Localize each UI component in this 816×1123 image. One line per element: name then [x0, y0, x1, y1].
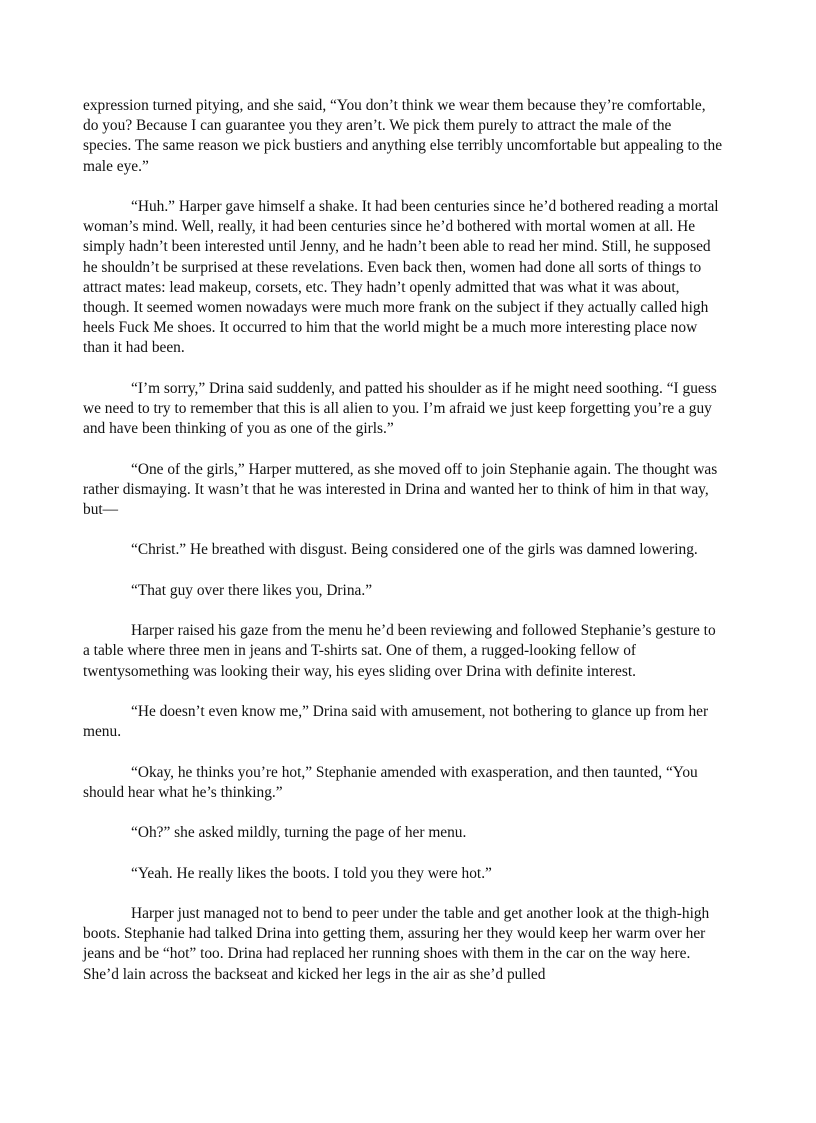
paragraph-5: “Christ.” He breathed with disgust. Being considered one of the girls was damned lowering.: [131, 541, 698, 559]
paragraph-9: “Okay, he thinks you’re hot,” Stephanie amended with exasperation, and then taunted, “You should hear what he’s thinking.”: [83, 763, 698, 801]
paragraph-7: Harper raised his gaze from the menu he’d been reviewing and followed Stephanie’s gesture to a table where three men in jeans and T-shirts sat. One of them, a rugged-looking fellow of twentysomething was looking their way, his eyes sliding over Drina with definite interest.: [83, 622, 716, 680]
paragraph-8: “He doesn’t even know me,” Drina said with amusement, not bothering to glance up from her menu.: [83, 702, 709, 741]
paragraph-4: “One of the girls,” Harper muttered, as she moved off to join Stephanie again. The thought was rather dismaying. It wasn’t that he was interested in Drina and wanted her to think of him in that way, but—: [83, 460, 718, 519]
paragraph-12: Harper just managed not to bend to peer under the table and get another look at the thigh-high boots. Stephanie had talked Drina into getting them, assuring her they would keep her warm over her jeans and be “hot” too. Drina had replaced her running shoes with them in the car on the way here. She’d lain across the backseat and kicked her legs in the air as she’d pulled: [83, 904, 710, 983]
paragraph-11: “Yeah. He really likes the boots. I told you they were hot.”: [131, 864, 492, 882]
paragraph-2: “Huh.” Harper gave himself a shake. It had been centuries since he’d bothered reading a mortal woman’s mind. Well, really, it had been centuries since he’d bothered with mortal women at all. He simply hadn’t been interested until Jenny, and he hadn’t been able to read her mind. Still, he supposed he shouldn’t be surprised at these revelations. Even back then, women had done all sorts of things to attract mates: lead makeup, corsets, etc. They hadn’t openly admitted that was what it was about, though. It seemed women nowadays were much more frank on the subject if they actually called high heels Fuck Me shoes. It occurred to him that the world might be a much more interesting place now than it had been.: [83, 198, 719, 357]
paragraph-10: “Oh?” she asked mildly, turning the page of her menu.: [131, 824, 467, 842]
paragraph-3: “I’m sorry,” Drina said suddenly, and patted his shoulder as if he might need soothing. “I guess we need to try to remember that this is all alien to you. I’m afraid we just keep forgetting you’re a guy and have been thinking of you as one of the girls.”: [83, 379, 717, 438]
paragraph-6: “That guy over there likes you, Drina.”: [131, 581, 373, 599]
document-page: [83, 96, 723, 985]
paragraph-1: expression turned pitying, and she said, “You don’t think we wear them because they’re comfortable, do you? Because I can guarantee you they aren’t. We pick them purely to attract the male of the species. The same reason we pick bustiers and anything else terribly uncomfortable but appealing to the male eye.”: [83, 97, 723, 175]
